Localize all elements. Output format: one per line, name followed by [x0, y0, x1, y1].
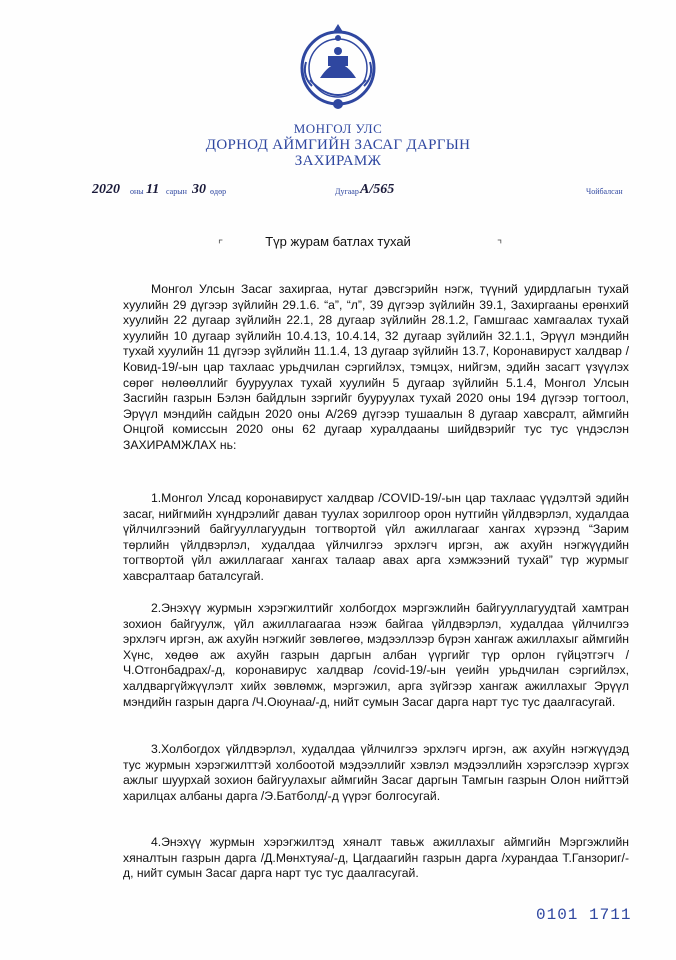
preamble-paragraph: Монгол Улсын Засаг захиргаа, нутаг дэвсгэрийн нэгж, түүний удирдлагын тухай хуулийн 29 дүгээр зүйлийн 29.1.6. “а”, “л”, 39 дүгээр зүйлийн 39.1, Захиргааны ерөнхий хуулийн 22 дугаар зүйлийн 22.1, 28 дугаар зүйлийн 28.1.2, Гамшгаас хамгаалах тухай хуулийн 10 дугаар зүйлийн 10.4.13, 10.4.14, 32 дугаар зүйлийн 32.1.1, Эрүүл мэндийн тухай хуулийн 11 дүгээр зүйлийн 11.1.4, 13 дугаар зүйлийн 13.7, Коронавируст халдвар /Ковид-19/-ын цар тахлаас урьдчилан сэргийлэх, тэмцэх, нийгэм, эдийн засагт үзүүлэх сөрөг нөлөөллийг бууруулах тухай хуулийн 5 дугаар зүйлийн 5.1.4, Монгол Улсын Засгийн газрын Бэлэн байдлын зэргийг бууруулах тухай 2020 оны 194 дүгээр тогтоол, Эрүүл мэндийн сайдын 2020 оны А/269 дүгээр тушаалын 8 дугаар хавсралт, аймгийн Онцгой комиссын 2020 оны 62 дугаар хуралдааны шийдвэрийг тус тус үндэслэн ЗАХИРАМЖЛАХ нь:	[123, 282, 629, 452]
state-emblem-icon	[298, 18, 378, 118]
registration-number: 0101 1711	[536, 906, 632, 924]
document-type: ЗАХИРАМЖ	[294, 153, 382, 169]
clause-4: 4.Энэхүү журмын хэрэгжилтэд хяналт тавьж ажиллахыг аймгийн Мэргэжлийн хяналтын газрын дарга /Д.Мөнхтуяа/-д, Цагдаагийн газрын дарга /хурандаа Т.Ганзориг/-д, нийт сумын Засаг дарга нарт тус тус даалгасугай.	[123, 835, 629, 881]
date-day: 30	[192, 182, 206, 197]
clause-1: 1.Монгол Улсад коронавируст халдвар /COVID-19/-ын цар тахлаас үүдэлтэй эдийн засаг, нийгмийн хүндрэлийг даван туулах зорилгоор орон нутгийн үйлдвэрлэл, худалдаа үйлчилгээний байгууллагуудын тогтвортой үйл ажиллагааг хангах хүрээнд “Зарим төрлийн үйлдвэрлэл, худалдаа үйлчилгээ эрхлэгч иргэн, аж ахуйн нэгжүүдийн тогтвортой үйл ажиллагааг хангах талаар авах арга хэмжээний тухай” түр журмыг хавсралтаар баталсугай.	[123, 491, 629, 583]
number-label: Дугаар	[335, 187, 359, 196]
clause-3: 3.Холбогдох үйлдвэрлэл, худалдаа үйлчилгээ эрхлэгч иргэн, аж ахуйн нэгжүүдэд тус журмын хэрэгжилттэй холбоотой мэдээллийг хэвлэл мэдээллийн хэрэгслээр хүргэх ажлыг шуурхай зохион байгуулахыг аймгийн Засаг даргын Тамгын газрын Олон нийттэй харилцах албаны дарга /Э.Батболд/-д үүрэг болгосугай.	[123, 742, 629, 803]
title-bracket-right: ⌝	[497, 239, 503, 251]
date-month: 11	[146, 182, 160, 197]
date-year: 2020	[92, 182, 120, 197]
office-name: ДОРНОД АЙМГИЙН ЗАСАГ ДАРГЫН	[205, 137, 471, 153]
document-title: Түр журам батлах тухай	[265, 234, 411, 249]
document-number: А/565	[360, 182, 395, 197]
place-name: Чойбалсан	[586, 187, 623, 196]
clause-2: 2.Энэхүү журмын хэрэгжилтийг холбогдох мэргэжлийн байгууллагуудтай хамтран зохион байгуулж, үйл ажиллагаагаа нээж байгаа үйлдвэрлэл, худалдаа үйлчилгээ эрхлэгч иргэн, аж ахуйн нэгжийг зөвлөгөө, мэдээллээр бүрэн хангаж ажиллахыг аймгийн Хүнс, хөдөө аж ахуйн газрын даргын албан үүргийг түр орлон гүйцэтгэгч /Ч.Отгонбадрах/-д, коронавирус халдвар /covid-19/-ын үеийн урьдчилан сэргийлэх, халдваргүйжүүлэлт хийх зөвлөмж, мэргэжил, арга зүйгээр хангаж ажиллахыг Эрүүл мэндийн газрын дарга /Ч.Оюунаа/-д, нийт сумын Засаг дарга нарт тус тус даалгасугай.	[123, 601, 629, 709]
country-name: МОНГОЛ УЛС	[293, 121, 383, 136]
date-year-label: оны	[130, 187, 144, 196]
title-bracket-left: ⌜	[218, 239, 224, 251]
date-month-label: сарын	[166, 187, 187, 196]
date-day-label: өдөр	[210, 187, 227, 196]
